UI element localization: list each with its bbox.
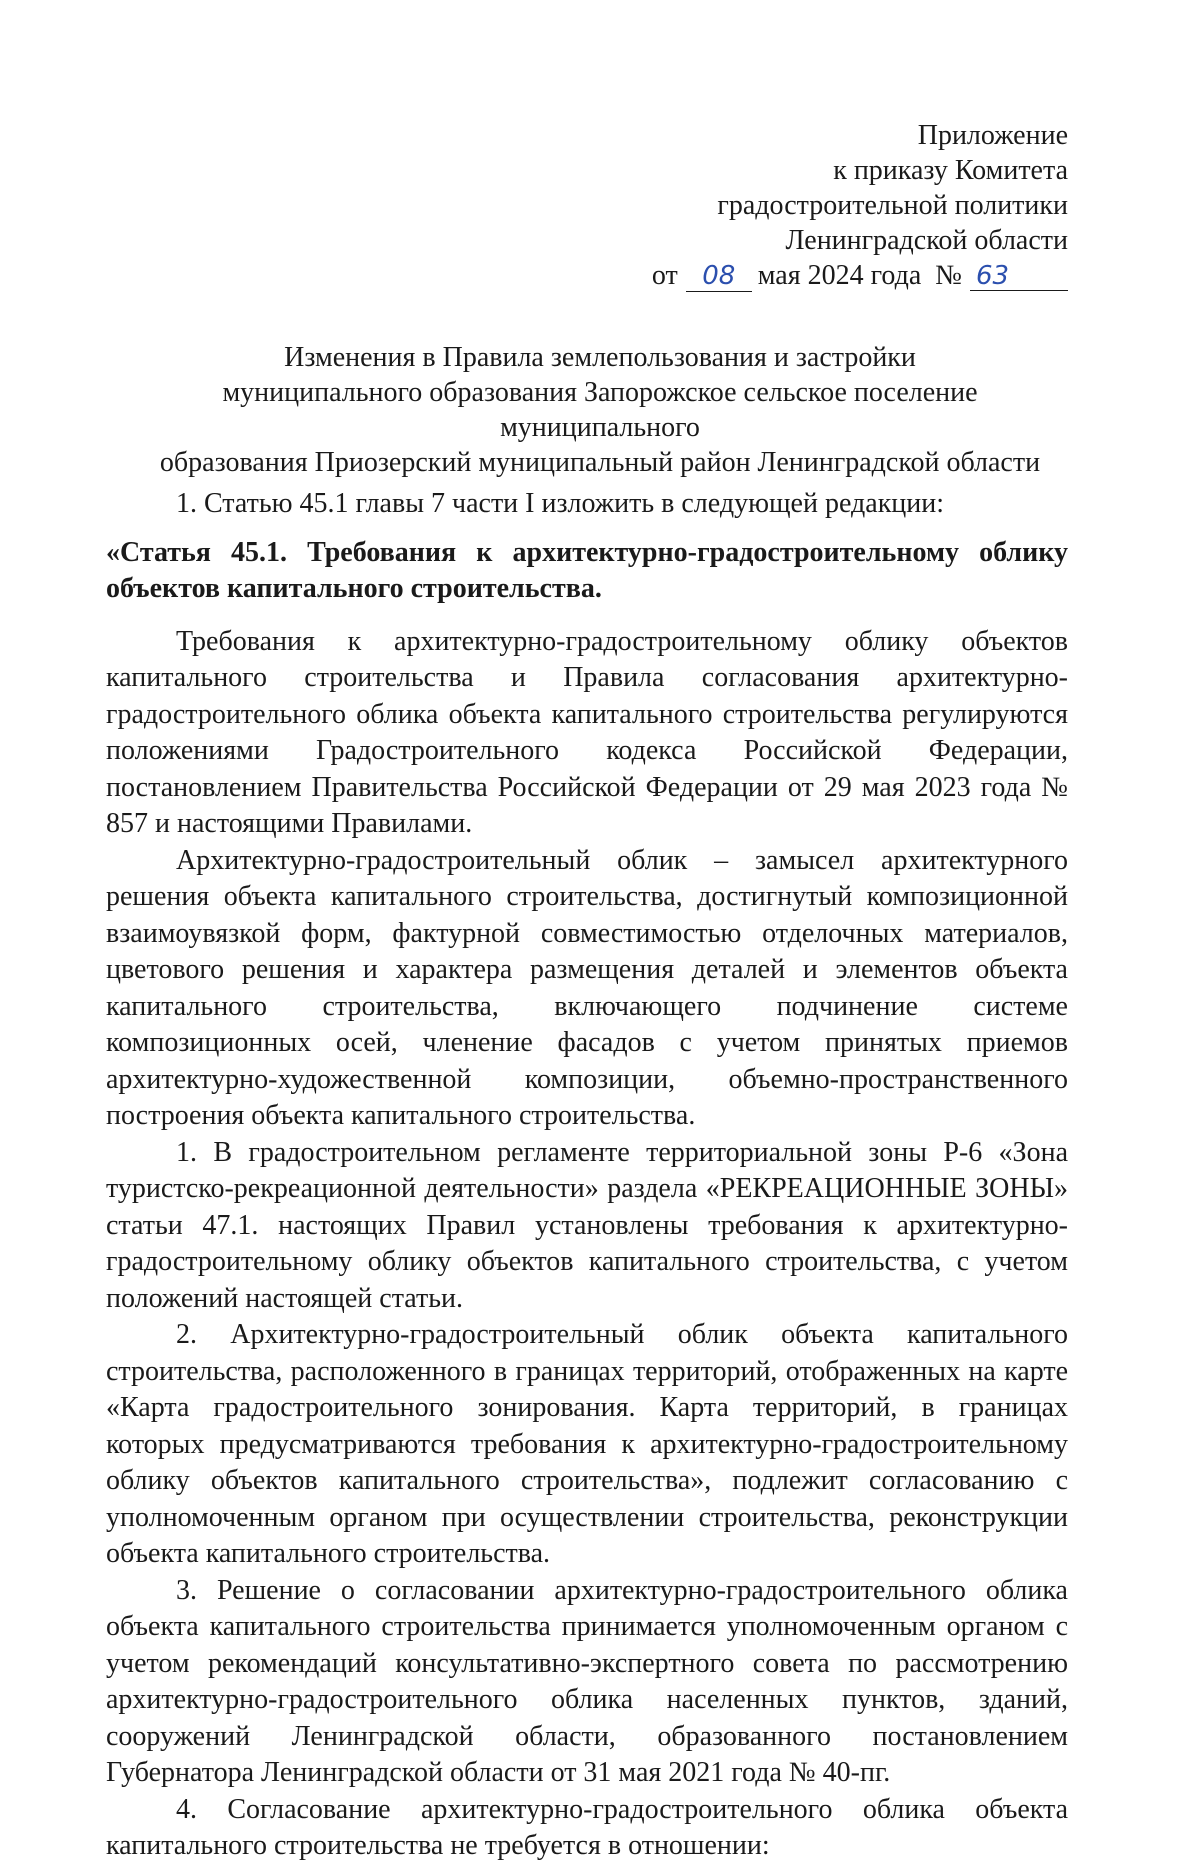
title-line-3: образования Приозерский муниципальный район Ленинградской области — [159, 447, 1041, 478]
date-day-field — [686, 261, 752, 292]
document-body — [106, 486, 1068, 1865]
paragraph-point-2: 2. Архитектурно-градостроительный облик объекта капитального строительства, расположенного в границах территорий, отображенных на карте «Карта градостроительного зонирования. Карта территорий, в границах которых предусматриваются требования к архитектурно-градостроительному облику объектов капитального строительства», подлежит согласованию с уполномоченным органом при осуществлении строительства, реконструкции объекта капитального строительства. — [106, 1319, 1068, 1569]
title-line-2: муниципального образования Запорожское сельское поселение муниципального — [222, 377, 978, 443]
paragraph-point-3: 3. Решение о согласовании архитектурно-градостроительного облика объекта капитального строительства принимается уполномоченным органом с учетом рекомендаций консультативно-экспертного совета по рассмотрению архитектурно-градостроительного облика населенных пунктов, зданий, сооружений Ленинградской области, образованного постановлением Губернатора Ленинградской области от 31 мая 2021 года № 40-пг. — [106, 1574, 1068, 1788]
order-reference: к приказу Комитета — [833, 155, 1068, 186]
title-line-1: Изменения в Правила землепользования и застройки — [284, 342, 916, 373]
order-number-handwritten: 63 — [976, 261, 1010, 291]
committee-name: градостроительной политики — [717, 190, 1068, 221]
date-prefix: от — [651, 260, 678, 291]
region-name: Ленинградской области — [785, 225, 1068, 256]
paragraph-definition: Архитектурно-градостроительный облик – замысел архитектурного решения объекта капитального строительства, достигнутый композиционной взаимоувязкой форм, фактурной совместимостью отделочных материалов, цветового решения и характера размещения деталей и элементов объекта капитального строительства, включающего подчинение системе композиционных осей, членение фасадов с учетом принятых приемов архитектурно-художественной композиции, объемно-пространственного построения объекта капитального строительства. — [106, 844, 1068, 1131]
document-title — [132, 340, 1068, 480]
order-date-line — [368, 258, 1068, 293]
paragraph-point-4: 4. Согласование архитектурно-градостроительного облика объекта капитального строительства не требуется в отношении: — [106, 1793, 1068, 1861]
date-day-handwritten: 08 — [702, 261, 736, 291]
date-rest: мая 2024 года — [757, 260, 922, 291]
paragraph-requirements: Требования к архитектурно-градостроительному облику объектов капитального строительства и Правила согласования архитектурно-градостроительного облика объекта капитального строительства регулируются положениями Градостроительного кодекса Российской Федерации, постановлением Правительства Российской Федерации от 29 мая 2023 года № 857 и настоящими Правилами. — [106, 625, 1068, 839]
order-number-field — [970, 261, 1068, 291]
paragraph-point-1: 1. В градостроительном регламенте территориальной зоны Р-6 «Зона туристско-рекреационной деятельности» раздела «РЕКРЕАЦИОННЫЕ ЗОНЫ» статьи 47.1. настоящих Правил установлены требования к архитектурно-градостроительному облику объектов капитального строительства, с учетом положений настоящей статьи. — [106, 1136, 1068, 1314]
appendix-header — [368, 118, 1068, 293]
appendix-label: Приложение — [917, 120, 1068, 151]
article-heading: «Статья 45.1. Требования к архитектурно-градостроительному облику объектов капитального строительства. — [106, 536, 1068, 604]
amendment-item-1: 1. Статью 45.1 главы 7 части I изложить в следующей редакции: — [176, 488, 945, 519]
number-sign: № — [935, 260, 962, 291]
